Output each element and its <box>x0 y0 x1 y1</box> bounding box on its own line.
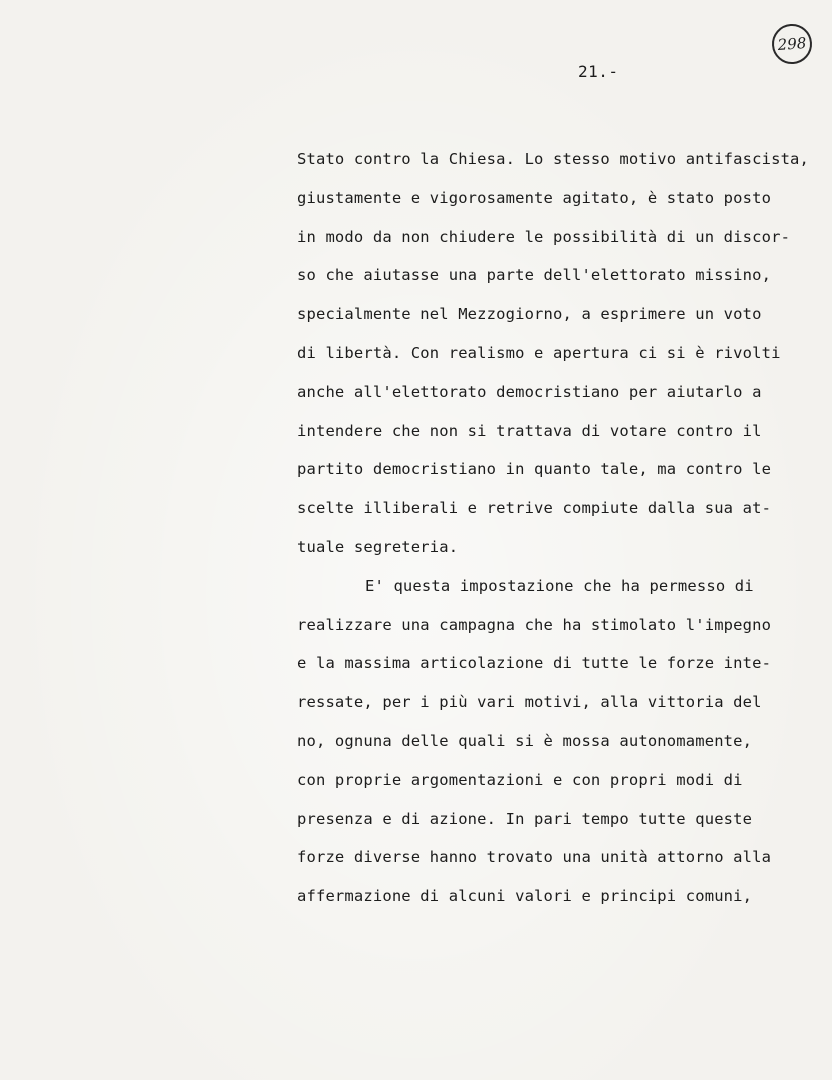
text-line: presenza e di azione. In pari tempo tutte queste <box>297 809 753 828</box>
text-line: con proprie argomentazioni e con propri modi di <box>297 770 743 789</box>
text-line: scelte illiberali e retrive compiute dalla sua at- <box>297 499 772 518</box>
archive-stamp-number: 298 <box>777 34 807 54</box>
text-line: giustamente e vigorosamente agitato, è stato posto <box>297 188 772 207</box>
text-line: ressate, per i più vari motivi, alla vittoria del <box>297 693 762 712</box>
text-line: di libertà. Con realismo e apertura ci si è rivolti <box>297 343 781 362</box>
text-line: partito democristiano in quanto tale, ma contro le <box>297 460 772 479</box>
text-line: specialmente nel Mezzogiorno, a esprimere un voto <box>297 305 762 324</box>
text-line: forze diverse hanno trovato una unità attorno alla <box>297 848 772 867</box>
text-line: realizzare una campagna che ha stimolato l'impegno <box>297 615 772 634</box>
text-line: no, ognuna delle quali si è mossa autonomamente, <box>297 731 753 750</box>
archive-stamp <box>771 23 814 66</box>
text-line: so che aiutasse una parte dell'elettorato missino, <box>297 266 772 285</box>
text-line: affermazione di alcuni valori e principi comuni, <box>297 887 753 906</box>
text-line: tuale segreteria. <box>297 537 459 556</box>
text-line: e la massima articolazione di tutte le forze inte- <box>297 654 772 673</box>
page-number: 21.- <box>578 62 619 81</box>
text-line: intendere che non si trattava di votare contro il <box>297 421 762 440</box>
text-line: anche all'elettorato democristiano per aiutarlo a <box>297 382 762 401</box>
text-line: in modo da non chiudere le possibilità di un discor- <box>297 227 791 246</box>
text-line: Stato contro la Chiesa. Lo stesso motivo antifascista, <box>297 150 810 168</box>
body-text <box>297 140 832 916</box>
text-line: E' questa impostazione che ha permesso di <box>365 576 754 595</box>
